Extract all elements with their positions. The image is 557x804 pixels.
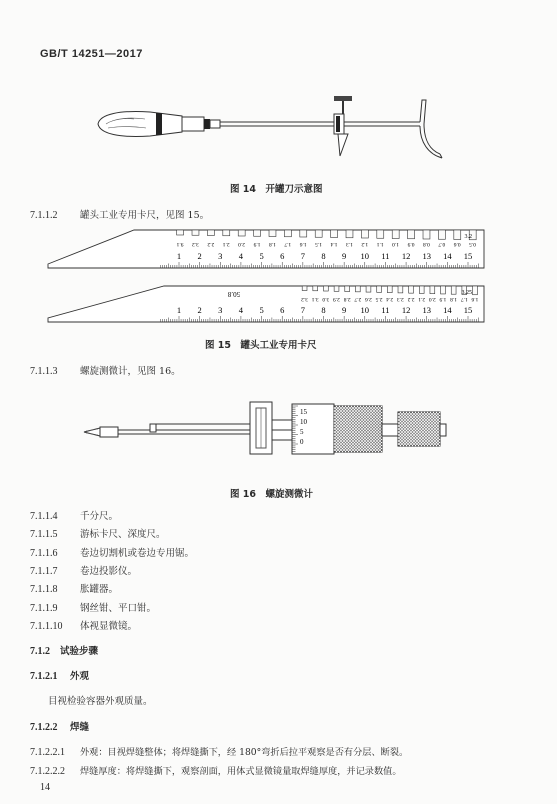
scale-number: 15 (463, 305, 473, 315)
scale-number: 3 (218, 251, 223, 261)
scale-number: 9 (342, 305, 347, 315)
scale-number: 6 (280, 305, 285, 315)
scale-number: 10 (360, 305, 370, 315)
scale-number: 9 (342, 251, 347, 261)
step-label: 1.8 (450, 296, 458, 302)
step-label: 2.0 (238, 241, 246, 247)
scale-number: 10 (360, 251, 370, 261)
step-label: 2.6 (364, 296, 372, 302)
section-7-1-2-2-1 (30, 744, 408, 758)
scale-number: 11 (381, 305, 390, 315)
step-label: 0.5 (469, 241, 477, 247)
scale-number: 4 (238, 251, 244, 261)
section-7-1-2-2-2 (30, 763, 402, 777)
section-text: 螺旋测微计，见图 16。 (80, 366, 181, 377)
scale-number: 4 (238, 305, 244, 315)
section-7-1-1-2 (30, 207, 209, 221)
section-number: 7.1.1.9 (30, 602, 58, 614)
section-number: 7.1.2.2.1 (30, 747, 65, 758)
section-number: 7.1.2.2 (30, 722, 58, 733)
step-label: 1.7 (284, 241, 292, 247)
thimble-label-0: 0 (300, 438, 304, 446)
section-number: 7.1.1.5 (30, 529, 58, 541)
step-label: 1.4 (330, 241, 338, 247)
scale-number: 7 (300, 305, 305, 315)
step-label: 1.9 (253, 241, 261, 247)
step-label: 1.9 (439, 296, 447, 302)
step-label: 2.9 (333, 296, 340, 302)
step-label: 1.2 (361, 241, 369, 247)
section-text: 千分尺。 (80, 511, 119, 522)
section-7-1-2-2 (30, 719, 89, 733)
step-label: 0.9 (407, 241, 415, 247)
section-number: 7.1.1.4 (30, 511, 58, 522)
step-label: 9.1 (176, 241, 184, 247)
scale-number: 8 (321, 251, 326, 261)
section-text: 卷边切割机或卷边专用锯。 (80, 547, 195, 559)
step-label: 2.2 (407, 296, 415, 302)
section-7-1-1-3 (30, 363, 181, 377)
scale-number: 14 (443, 251, 452, 261)
scale-number: 5 (259, 251, 264, 261)
step-label: 3.1 (311, 296, 319, 302)
section-7-1-2-1-body: 目视检验容器外观质量。 (48, 696, 153, 707)
step-label: 2.4 (386, 296, 394, 302)
step-label: 2.8 (343, 296, 351, 302)
step-label: 2.3 (396, 296, 404, 302)
section-text: 体视显微镜。 (80, 620, 138, 632)
middle-value: 50.8 (227, 290, 241, 298)
section-number: 7.1.1.7 (30, 565, 58, 577)
figure-16-micrometer (80, 394, 465, 470)
scale-number: 2 (197, 251, 202, 261)
thimble-label-10: 10 (300, 418, 307, 426)
step-label: 1.0 (392, 241, 400, 247)
step-label: 2.5 (375, 296, 383, 302)
step-label: 1.5 (315, 241, 323, 247)
scale-number: 15 (463, 251, 473, 261)
list-item (30, 618, 137, 632)
section-text: 罐头工业专用卡尺，见图 15。 (80, 210, 210, 221)
scale-number: 2 (197, 305, 202, 315)
section-number: 7.1.1.3 (30, 366, 58, 377)
step-label: 1.6 (471, 296, 479, 302)
section-number: 7.1.2.1 (30, 671, 58, 682)
section-title: 焊缝 (70, 722, 90, 733)
step-label: 3.0 (322, 296, 330, 302)
list-item (30, 563, 137, 577)
step-label: 1.3 (345, 241, 353, 247)
scale-number: 12 (401, 305, 411, 315)
section-number: 7.1.1.10 (30, 620, 63, 632)
scale-number: 7 (300, 251, 305, 261)
scale-number: 1 (176, 305, 182, 315)
scale-number: 14 (443, 305, 452, 315)
scale-number: 13 (422, 251, 431, 261)
list-item (30, 600, 156, 614)
end-value: 3.2 (464, 234, 472, 240)
step-label: 1.6 (299, 241, 307, 247)
step-label: 3.2 (301, 296, 308, 302)
section-text: 胀罐器。 (80, 584, 119, 596)
figure-14-caption: 图 14 开罐刀示意图 (230, 184, 323, 195)
step-label: 0.6 (453, 241, 461, 247)
section-text: 焊缝厚度：将焊缝撕下，观察剖面，用体式显微镜量取焊缝厚度，并记录数值。 (80, 766, 402, 777)
step-label: 1.1 (376, 241, 384, 247)
step-label: 1.7 (460, 296, 468, 302)
caliper-ruler-top (48, 230, 484, 268)
section-text: 游标卡尺、深度尺。 (80, 529, 166, 541)
figure-14-can-opener (90, 92, 460, 164)
step-label: 2.2 (207, 241, 215, 247)
thimble-label-15: 15 (300, 408, 307, 416)
list-item (30, 545, 194, 559)
section-title: 外观 (70, 671, 90, 682)
step-label: 2.0 (428, 296, 436, 302)
standard-header: GB/T 14251—2017 (40, 48, 143, 60)
section-number: 7.1.1.8 (30, 584, 58, 596)
scale-number: 11 (381, 251, 390, 261)
section-number: 7.1.1.6 (30, 547, 58, 559)
step-label: 2.1 (418, 296, 426, 302)
section-text: 外观：目视焊缝整体；将焊缝撕下，经 180°弯折后拉平观察是否有分层、断裂。 (80, 747, 409, 758)
scale-number: 5 (259, 305, 264, 315)
list-item (30, 581, 118, 595)
caliper-ruler-bottom (48, 286, 484, 322)
section-title: 试验步骤 (60, 646, 99, 657)
scale-number: 13 (422, 305, 431, 315)
step-label: 1.8 (268, 241, 276, 247)
step-label: 0.8 (422, 241, 430, 247)
scale-number: 6 (280, 251, 285, 261)
figure-16-caption: 图 16 螺旋测微计 (230, 489, 314, 500)
section-text: 钢丝钳、平口钳。 (80, 602, 157, 614)
list-item (30, 508, 118, 522)
step-label: 2.7 (354, 296, 362, 302)
step-label: 0.7 (438, 241, 446, 247)
figure-15-calipers (44, 226, 494, 326)
step-label: 3.2 (191, 241, 199, 247)
thimble-label-5: 5 (300, 428, 304, 436)
scale-number: 3 (218, 305, 223, 315)
section-number: 7.1.2 (30, 646, 50, 657)
section-7-1-2 (30, 643, 98, 657)
scale-number: 1 (176, 251, 182, 261)
step-label: 2.1 (222, 241, 230, 247)
section-number: 7.1.1.2 (30, 210, 58, 221)
scale-number: 8 (321, 305, 326, 315)
section-text: 卷边投影仪。 (80, 565, 138, 577)
list-item (30, 526, 166, 540)
section-7-1-2-1 (30, 668, 89, 682)
section-number: 7.1.2.2.2 (30, 766, 65, 777)
page-number: 14 (40, 782, 50, 793)
figure-15-caption: 图 15 罐头工业专用卡尺 (205, 340, 317, 351)
scale-number: 12 (401, 251, 411, 261)
end-value: 3.25 (461, 290, 472, 296)
